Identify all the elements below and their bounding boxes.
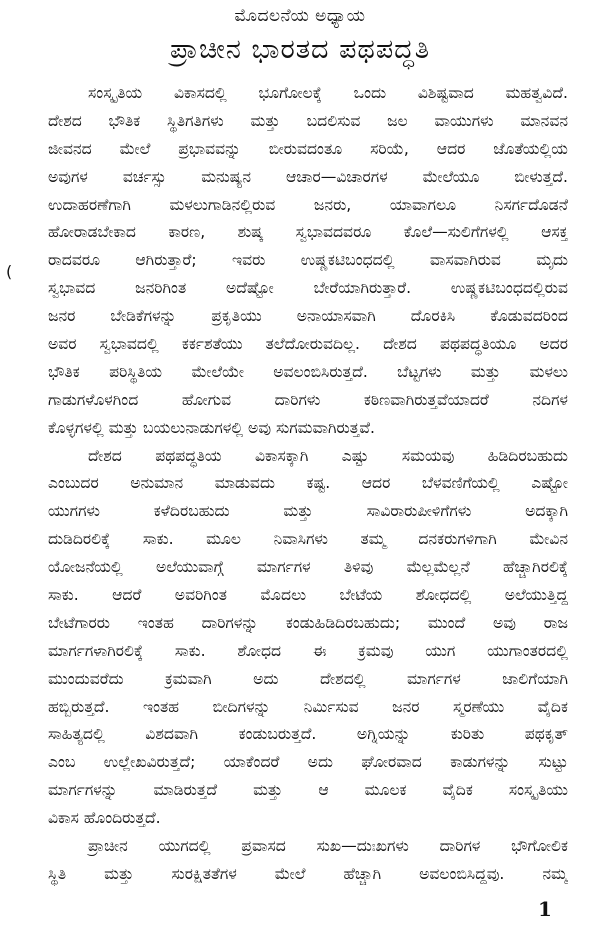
text-line: ಎಂಬುದರ ಅನುಮಾನ ಮಾಡುವದು ಕಷ್ಟ. ಆದರ ಬೆಳವಣಿಗೆಯಲ್ಲಿ ಎಷ್ಟೋ (48, 474, 568, 493)
text-line: ಮಾರ್ಗಗಳನ್ನು ಮಾಡಿರುತ್ತದೆ ಮತ್ತು ಆ ಮೂಲಕ ವೈದಿಕ ಸಂಸ್ಕೃತಿಯು (48, 781, 568, 800)
text-line: ಹಬ್ಬಿರುತ್ತದೆ. ಇಂತಹ ಬೀದಿಗಳನ್ನು ನಿರ್ಮಿಸುವ ಜನರ ಸ್ಮರಣೆಯು ವೈದಿಕ (48, 697, 568, 716)
text-line: ಅವರ ಸ್ವಭಾವದಲ್ಲಿ ಕರ್ಕಶತೆಯು ತಲೆದೋರುವದಿಲ್ಲ. ದೇಶದ ಪಥಪದ್ಧತಿಯೂ ಅದರ (48, 335, 568, 354)
text-line: ದೇಶದ ಪಥಪದ್ಧತಿಯ ವಿಕಾಸಕ್ಕಾಗಿ ಎಷ್ಟು ಸಮಯವು ಹಿಡಿದಿರಬಹುದು (88, 446, 568, 465)
text-line: ಸ್ಥಿತಿ ಮತ್ತು ಸುರಕ್ಷಿತತೆಗಳ ಮೇಲೆ ಹೆಚ್ಚಾಗಿ ಅವಲಂಬಿಸಿದ್ದವು. ನಮ್ಮ (48, 864, 568, 883)
text-line: ಸಾಕು. ಆದರೆ ಅವರಿಗಿಂತ ಮೊದಲು ಬೇಟೆಯ ಶೋಧದಲ್ಲಿ ಅಲೆಯುತ್ತಿದ್ದ (48, 586, 568, 605)
text-line: ರಾದವರೂ ಆಗಿರುತ್ತಾರೆ; ಇವರು ಉಷ್ಣಕಟಿಬಂಧದಲ್ಲಿ ವಾಸವಾಗಿರುವ ಮೃದು (48, 251, 568, 270)
text-line: ವಿಕಾಸ ಹೊಂದಿರುತ್ತದೆ. (48, 809, 161, 828)
text-line: ಸಾಹಿತ್ಯದಲ್ಲಿ ವಿಶದವಾಗಿ ಕಂಡುಬರುತ್ತದೆ. ಅಗ್ನಿಯನ್ನು ಕುರಿತು ಪಥಕೃತ್ (48, 725, 568, 744)
page-number: 1 (538, 897, 552, 921)
text-line: ಸಂಸ್ಕೃತಿಯ ವಿಕಾಸದಲ್ಲಿ ಭೂಗೋಲಕ್ಕೆ ಒಂದು ವಿಶಿಷ್ಟವಾದ ಮಹತ್ವವಿದೆ. (88, 84, 568, 102)
text-line: ಯೋಜನೆಯಲ್ಲಿ ಅಲೆಯುವಾಗ್ಗೆ ಮಾರ್ಗಗಳ ತಿಳಿವು ಮೆಲ್ಲಮೆಲ್ಲನೆ ಹೆಚ್ಚಾಗಿರಲಿಕ್ಕೆ (48, 558, 568, 577)
text-line: ಭೌತಿಕ ಪರಿಸ್ಥಿತಿಯ ಮೇಲೆಯೇ ಅವಲಂಬಿಸಿರುತ್ತದೆ. ಬೆಟ್ಟಗಳು ಮತ್ತು ಮಳಲು (48, 362, 568, 381)
text-line: ಪ್ರಾಚೀನ ಯುಗದಲ್ಲಿ ಪ್ರವಾಸದ ಸುಖ—ದುಃಖಗಳು ದಾರಿಗಳ ಭೌಗೋಲಿಕ (88, 837, 568, 856)
text-line: ಬೇಟೆಗಾರರು ಇಂತಹ ದಾರಿಗಳನ್ನು ಕಂಡುಹಿಡಿದಿರಬಹುದು; ಮುಂದೆ ಅವು ರಾಜ (48, 613, 568, 632)
text-line: ಸ್ವಭಾವದ ಜನರಿಗಿಂತ ಅದೆಷ್ಟೋ ಬೇರೆಯಾಗಿರುತ್ತಾರೆ. ಉಷ್ಣಕಟಿಬಂಧದಲ್ಲಿರುವ (48, 279, 568, 298)
margin-mark: ( (6, 262, 13, 281)
chapter-title: ಪ್ರಾಚೀನ ಭಾರತದ ಪಥಪದ್ಧತಿ (169, 34, 431, 65)
text-line: ಮುಂದುವರೆದು ಕ್ರಮವಾಗಿ ಅದು ದೇಶದಲ್ಲಿ ಮಾರ್ಗಗಳ ಜಾಲಿಗೆಯಾಗಿ (48, 669, 568, 688)
text-line: ಯುಗಗಳು ಕಳೆದಿರಬಹುದು ಮತ್ತು ಸಾವಿರಾರುಪೀಳಿಗೆಗಳು ಅದಕ್ಕಾಗಿ (48, 502, 568, 521)
chapter-label: ಮೊದಲನೆಯ ಅಧ್ಯಾಯ (234, 6, 366, 26)
text-line: ದುಡಿದಿರಲಿಕ್ಕೆ ಸಾಕು. ಮೂಲ ನಿವಾಸಿಗಳು ತಮ್ಮ ದನಕರುಗಳಿಗಾಗಿ ಮೇವಿನ (48, 530, 568, 549)
body-text (48, 80, 568, 889)
text-line: ಗಾಡುಗಳೊಳಗಿಂದ ಹೋಗುವ ದಾರಿಗಳು ಕಠಿಣವಾಗಿರುತ್ತವೆಯಾದರೆ ನದಿಗಳ (48, 390, 568, 409)
text-line: ಉದಾಹರಣೆಗಾಗಿ ಮಳಲುಗಾಡಿನಲ್ಲಿರುವ ಜನರು, ಯಾವಾಗಲೂ ನಿಸರ್ಗದೊಡನೆ (48, 195, 568, 214)
text-line: ಕೊಳ್ಳಗಳಲ್ಲಿ ಮತ್ತು ಬಯಲುನಾಡುಗಳಲ್ಲಿ ಅವು ಸುಗಮವಾಗಿರುತ್ತವೆ. (48, 418, 375, 437)
text-line: ಜೀವನದ ಮೇಲೆ ಪ್ರಭಾವವನ್ನು ಬೀರುವದಂತೂ ಸರಿಯೆ, ಆದರ ಜೊತೆಯಲ್ಲಿಯ (48, 139, 568, 158)
text-line: ಅವುಗಳ ವರ್ಚಸ್ಸು ಮನುಷ್ಯನ ಆಚಾರ—ವಿಚಾರಗಳ ಮೇಲೆಯೂ ಬೀಳುತ್ತದೆ. (48, 167, 568, 186)
text-line: ಜನರ ಬೇಡಿಕೆಗಳನ್ನು ಪ್ರಕೃತಿಯು ಅನಾಯಾಸವಾಗಿ ದೊರಕಿಸಿ ಕೊಡುವದರಿಂದ (48, 307, 568, 326)
text-line: ದೇಶದ ಭೌತಿಕ ಸ್ಥಿತಿಗತಿಗಳು ಮತ್ತು ಬದಲಿಸುವ ಜಲ ವಾಯುಗಳು ಮಾನವನ (48, 111, 568, 130)
text-line: ಮಾರ್ಗಗಳಾಗಿರಲಿಕ್ಕೆ ಸಾಕು. ಶೋಧದ ಈ ಕ್ರಮವು ಯುಗ ಯುಗಾಂತರದಲ್ಲಿ (48, 641, 568, 660)
text-line: ಎಂಬ ಉಲ್ಲೇಖವಿರುತ್ತದೆ; ಯಾಕೆಂದರೆ ಅದು ಘೋರವಾದ ಕಾಡುಗಳನ್ನು ಸುಟ್ಟು (48, 753, 568, 772)
text-line: ಹೋರಾಡಬೇಕಾದ ಕಾರಣ, ಶುಷ್ಕ ಸ್ವಭಾವದವರೂ ಕೊಲೆ—ಸುಲಿಗೆಗಳಲ್ಲಿ ಆಸಕ್ತ (48, 223, 568, 242)
